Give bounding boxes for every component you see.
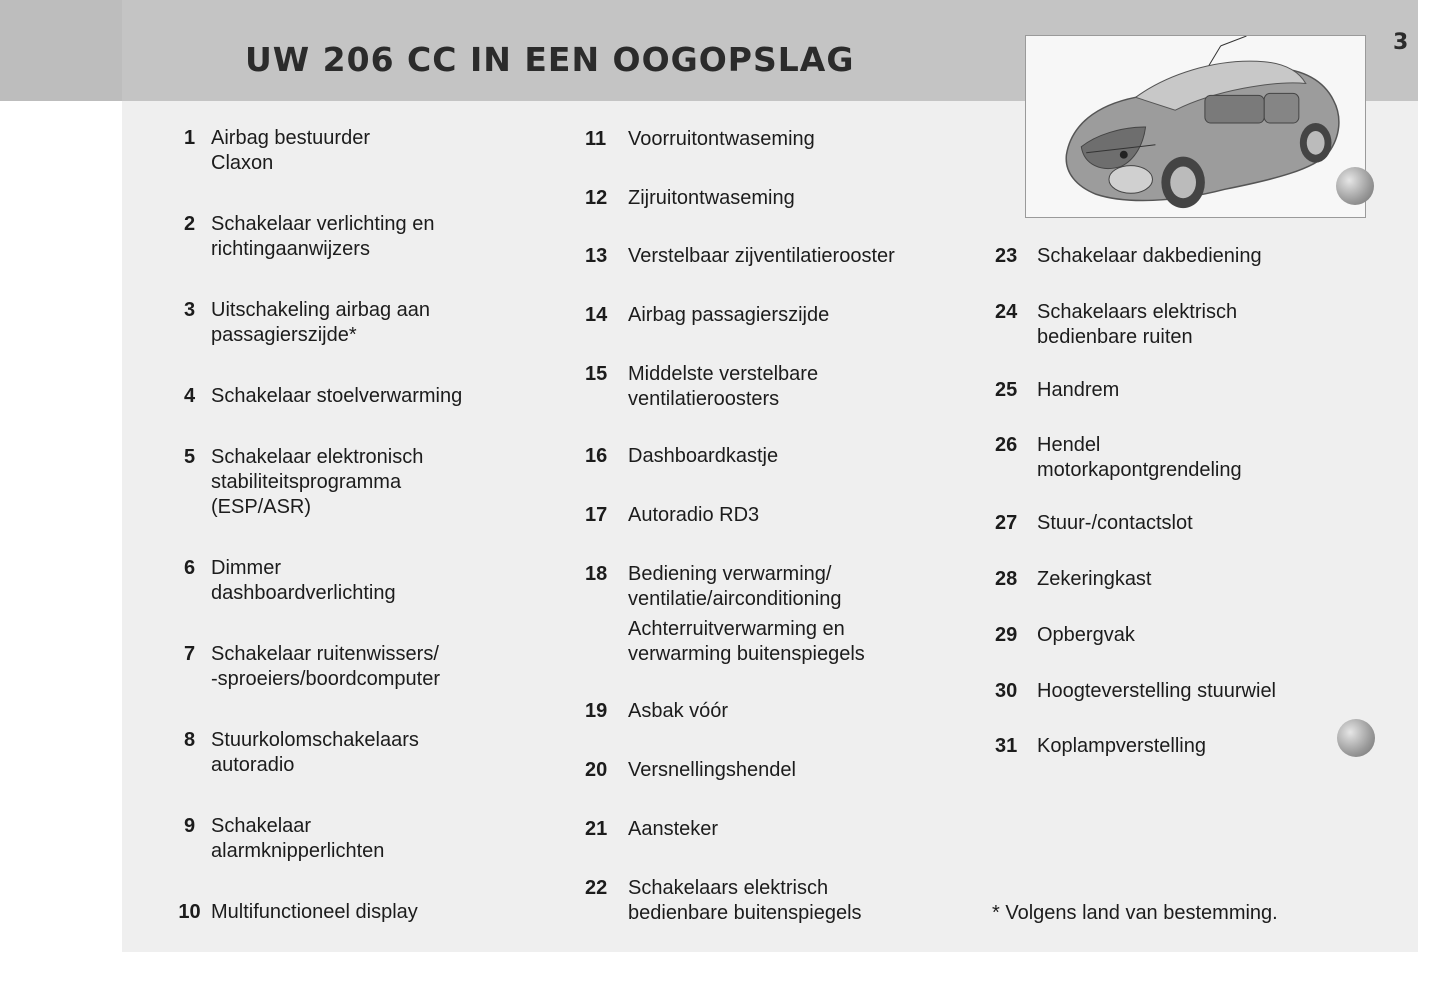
page-tab-marker-bottom <box>1337 719 1375 757</box>
list-item: 14 Airbag passagierszijde <box>585 304 830 326</box>
list-item: 5 Schakelaar elektronisch stabiliteitsprogramma (ESP/ASR) <box>183 446 424 518</box>
list-item: 1 Airbag bestuurder Claxon <box>183 127 370 174</box>
list-item: 25 Handrem <box>995 379 1120 401</box>
footnote: * Volgens land van bestemming. <box>992 902 1278 924</box>
list-item: 8 Stuurkolomschakelaars autoradio <box>183 729 419 776</box>
list-item: 9 Schakelaar alarmknipperlichten <box>183 815 385 862</box>
list-item: 26 Hendel motorkapontgrendeling <box>995 434 1242 481</box>
list-item: 28 Zekeringkast <box>995 568 1152 590</box>
car-illustration <box>1025 35 1366 218</box>
list-item: 23 Schakelaar dakbediening <box>995 245 1262 267</box>
list-item: 27 Stuur-/contactslot <box>995 512 1193 534</box>
page-number: 3 <box>1393 30 1409 55</box>
list-item: 3 Uitschakeling airbag aan passagierszijde* <box>183 299 431 346</box>
list-item: 18 Bediening verwarming/ ventilatie/airconditioning <box>585 563 842 610</box>
list-item: 12 Zijruitontwaseming <box>585 187 795 209</box>
list-item: 6 Dimmer dashboardverlichting <box>183 557 396 604</box>
car-cutaway-icon <box>1026 36 1365 217</box>
list-item: 4 Schakelaar stoelverwarming <box>183 385 463 407</box>
page-title: UW 206 CC IN EEN OOGOPSLAG <box>245 40 855 79</box>
list-item: Achterruitverwarming en verwarming buitenspiegels <box>628 618 865 665</box>
list-item: 11 Voorruitontwaseming <box>585 128 815 150</box>
page-tab-marker-top <box>1336 167 1374 205</box>
list-item: 19 Asbak vóór <box>585 700 729 722</box>
list-item: 10 Multifunctioneel display <box>178 901 418 923</box>
list-item: 17 Autoradio RD3 <box>585 504 760 526</box>
list-item: 24 Schakelaars elektrisch bedienbare ruiten <box>995 301 1238 348</box>
list-item: 15 Middelste verstelbare ventilatieroosters <box>585 363 819 410</box>
list-item: 22 Schakelaars elektrisch bedienbare buitenspiegels <box>585 877 862 924</box>
list-item: 20 Versnellingshendel <box>585 759 796 781</box>
list-item: 31 Koplampverstelling <box>995 735 1206 757</box>
list-item: 30 Hoogteverstelling stuurwiel <box>995 680 1277 702</box>
list-item: 7 Schakelaar ruitenwissers/ -sproeiers/boordcomputer <box>183 643 440 690</box>
list-item: 2 Schakelaar verlichting en richtingaanwijzers <box>183 213 435 260</box>
list-item: 16 Dashboardkastje <box>585 445 779 467</box>
list-item: 21 Aansteker <box>585 818 719 840</box>
list-item: 29 Opbergvak <box>995 624 1135 646</box>
list-item: 13 Verstelbaar zijventilatierooster <box>585 245 895 267</box>
